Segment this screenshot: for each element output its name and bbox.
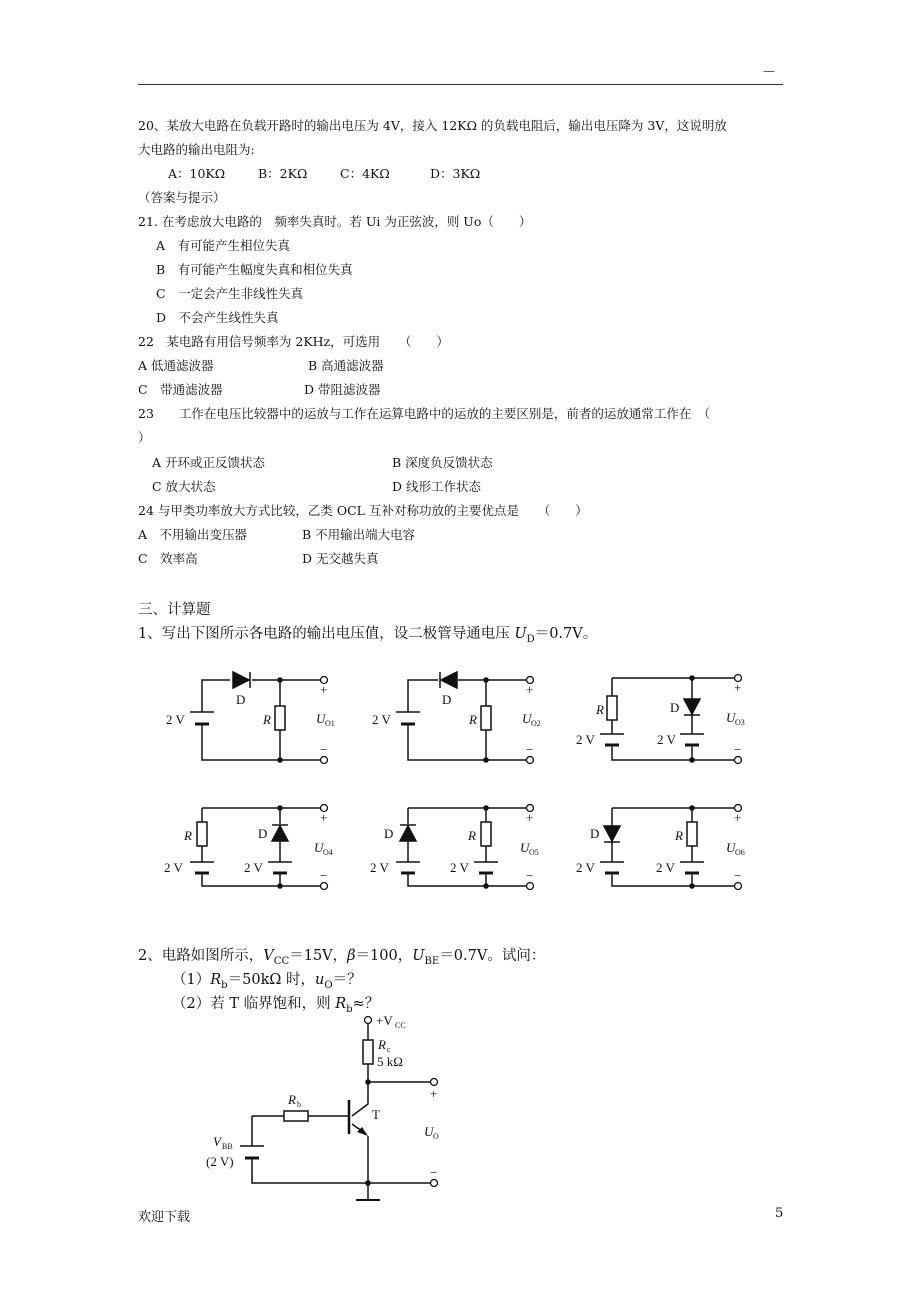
header-mark: — (763, 64, 775, 78)
c5-minus: − (526, 868, 534, 883)
c4-d-label: D (258, 826, 268, 841)
c1-u-label: U (316, 711, 326, 726)
c3-u-sub: O3 (735, 718, 745, 727)
p2-lead: 2、电路如图所示， (138, 948, 264, 964)
c5-source2-label: 2 V (450, 860, 469, 875)
q24-option-c: C 效率高 (138, 551, 198, 566)
q22-stem: 22 某电路有用信号频率为 2KHz，可选用 （ ） (138, 334, 449, 349)
c4-u-sub: O4 (323, 848, 333, 857)
transistor-label: T (372, 1107, 380, 1122)
q20-line1: 20、某放大电路在负载开路时的输出电压为 4V，接入 12KΩ 的负载电阻后，输出电压降为 3V，这说明放 (138, 118, 727, 133)
out-plus: + (430, 1086, 438, 1101)
q21-option-d: D 不会产生线性失真 (156, 310, 279, 325)
vbb-sub: BB (222, 1142, 233, 1151)
uo-sub: O (433, 1132, 439, 1141)
q23-option-c: C 放大状态 (152, 479, 216, 494)
q24-option-a: A 不用输出变压器 (138, 527, 248, 542)
vbb-label: V (213, 1134, 221, 1149)
c5-source1-label: 2 V (370, 860, 389, 875)
c5-r-label: R (468, 828, 476, 843)
c2-d-label: D (442, 692, 452, 707)
q23-line2: ） (138, 430, 151, 445)
q20-option-d: D：3KΩ (430, 166, 481, 181)
c3-d-label: D (670, 700, 680, 715)
p2-q1-pre: （1） (172, 972, 211, 988)
p2-vcc-sub: CC (273, 955, 290, 967)
uo-label: U (424, 1124, 434, 1139)
q24-option-d: D 无交越失真 (302, 551, 379, 566)
q21-option-b: B 有可能产生幅度失真和相位失真 (156, 262, 353, 277)
p2-beta-val: ＝100， (355, 948, 413, 964)
p2-ube-val: ＝0.7V。试问： (439, 948, 546, 964)
rc-sub: c (387, 1045, 391, 1054)
section3-title: 三、计算题 (138, 602, 211, 618)
c6-plus: + (734, 810, 742, 825)
c5-u-sub: O5 (529, 848, 539, 857)
c2-r-label: R (469, 712, 477, 727)
out-minus: − (430, 1165, 438, 1180)
c3-source2-label: 2 V (657, 732, 676, 747)
c6-source1-label: 2 V (576, 860, 595, 875)
p2-q1-u: u (315, 972, 325, 988)
p2-vcc: V (263, 948, 274, 964)
p2-beta: β (347, 948, 356, 964)
c4-source1-label: 2 V (164, 860, 183, 875)
c6-u-sub: O6 (735, 848, 745, 857)
c2-minus: − (526, 742, 534, 757)
p2-q2-rsub: b (346, 1003, 353, 1015)
q24-option-b: B 不用输出端大电容 (302, 527, 416, 542)
q23-option-a: A 开环或正反馈状态 (152, 455, 266, 470)
c2-u-label: U (522, 711, 532, 726)
q21-option-a: A 有可能产生相位失真 (156, 238, 291, 253)
q21-option-c: C 一定会产生非线性失真 (156, 286, 304, 301)
c4-plus: + (320, 810, 328, 825)
ud-subscript: D (526, 633, 535, 645)
c6-minus: − (734, 868, 742, 883)
problem1-lead: 1、写出下图所示各电路的输出电压值，设二极管导通电压 (138, 626, 515, 642)
c1-plus: + (320, 682, 328, 697)
q24-stem: 24 与甲类功率放大方式比较，乙类 OCL 互补对称功放的主要优点是 （ ） (138, 503, 588, 518)
c1-minus: − (320, 742, 328, 757)
page-number: 5 (775, 1206, 784, 1221)
c4-r-label: R (184, 828, 192, 843)
q20-line2: 大电路的输出电阻为: (138, 142, 255, 157)
c3-source1-label: 2 V (576, 732, 595, 747)
c6-r-label: R (675, 828, 683, 843)
p2-q1-rsub: b (221, 979, 228, 991)
q20-option-b: B：2KΩ (258, 166, 308, 181)
p2-q2-tail: ≈？ (352, 996, 380, 1012)
c3-r-label: R (596, 702, 604, 717)
p2-q1-r: R (210, 972, 222, 988)
rb-sub: b (297, 1100, 301, 1109)
q20-option-a: A：10KΩ (168, 166, 226, 181)
p2-ube-sub: BE (424, 955, 440, 967)
p2-ube: U (412, 948, 425, 964)
q22-option-b: B 高通滤波器 (308, 358, 384, 373)
c3-minus: − (734, 742, 742, 757)
problem1-tail: ＝0.7V。 (534, 626, 598, 642)
vbb-value: (2 V) (206, 1154, 234, 1169)
c5-u-label: U (520, 840, 530, 855)
c5-plus: + (526, 810, 534, 825)
q23-line1: 23 工作在电压比较器中的运放与工作在运算电路中的运放的主要区别是，前者的运放通常工作在 （ (138, 406, 711, 421)
rb-label: R (288, 1092, 296, 1107)
q22-option-a: A 低通滤波器 (138, 358, 214, 373)
p2-q2-r: R (335, 996, 347, 1012)
c3-plus: + (734, 680, 742, 695)
rc-value: 5 kΩ (377, 1054, 403, 1069)
c5-d-label: D (384, 826, 394, 841)
c3-u-label: U (726, 710, 736, 725)
q23-option-b: B 深度负反馈状态 (392, 455, 493, 470)
c1-d-label: D (236, 692, 246, 707)
rc-label: R (378, 1037, 386, 1052)
answer-hint: （答案与提示） (138, 190, 226, 205)
c6-d-label: D (590, 826, 600, 841)
q22-option-d: D 带阻滤波器 (304, 382, 381, 397)
p2-q1-mid: ＝50kΩ 时， (227, 972, 316, 988)
q23-option-d: D 线形工作状态 (392, 479, 481, 494)
c1-r-label: R (263, 712, 271, 727)
c2-u-sub: O2 (531, 719, 541, 728)
p2-vcc-val: ＝15V， (289, 948, 348, 964)
c6-source2-label: 2 V (656, 860, 675, 875)
q22-option-c: C 带通滤波器 (138, 382, 223, 397)
c6-u-label: U (726, 840, 736, 855)
q20-option-c: C：4KΩ (340, 166, 390, 181)
p2-q1-usub: O (324, 979, 333, 991)
c4-minus: − (320, 868, 328, 883)
ud-symbol: U (514, 626, 527, 642)
q21-stem: 21. 在考虑放大电路的 频率失真时。若 Ui 为正弦波，则 Uo（ ） (138, 214, 532, 229)
c4-u-label: U (314, 840, 324, 855)
footer-left: 欢迎下载 (138, 1210, 191, 1225)
c4-source2-label: 2 V (244, 860, 263, 875)
c2-plus: + (526, 682, 534, 697)
p2-q1-tail: ＝？ (332, 972, 362, 988)
vcc-label: +V (376, 1013, 393, 1028)
p2-q2-pre: （2）若 T 临界饱和，则 (172, 996, 336, 1012)
c1-source-label: 2 V (166, 712, 185, 727)
c1-u-sub: O1 (325, 719, 335, 728)
vcc-sub: CC (395, 1021, 406, 1030)
c2-source-label: 2 V (372, 712, 391, 727)
